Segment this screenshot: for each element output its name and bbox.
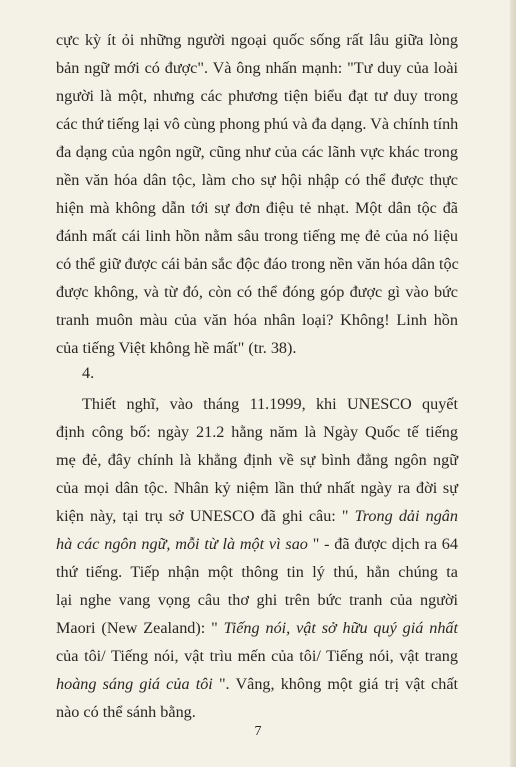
text-line: mẹ đẻ, đây chính là khẳng định về sự bình đẳng ngôn ngữ	[56, 451, 458, 469]
italic-quote: Tiếng nói, vật sở hữu quý giá nhất	[223, 619, 459, 637]
text-line: bản ngữ mới có được". Và ông nhấn mạnh: "Tư duy của loài	[56, 59, 458, 77]
italic-quote: Trong dải ngân	[354, 507, 458, 525]
text-line	[56, 506, 458, 526]
text-line	[56, 534, 458, 554]
text-line: các thứ tiếng lại vô cùng phong phú và đa dạng. Và chính tính	[56, 115, 459, 133]
text-line: hiện mà không dẫn tới sự đơn điệu tẻ nhạt. Một dân tộc đã	[56, 199, 458, 217]
text-line: đánh mất cái linh hồn nằm sâu trong tiếng mẹ đẻ của nó liệu	[56, 227, 458, 245]
text-run: Maori (New Zealand): "	[56, 619, 218, 637]
text-line: Thiết nghĩ, vào tháng 11.1999, khi UNESCO quyết	[82, 395, 458, 413]
text-line: được không, và từ đó, còn có thể đóng góp được gì vào bức	[56, 283, 458, 301]
text-line: của tiếng Việt không hề mất" (tr. 38).	[56, 339, 297, 357]
text-line: cực kỳ ít ỏi những người ngoại quốc sống rất lâu giữa lòng	[56, 31, 458, 49]
text-line: nào có thể sánh bằng.	[56, 703, 196, 721]
text-line: tranh muôn màu của văn hóa nhân loại? Không! Linh hồn	[56, 311, 458, 329]
italic-quote: hoàng sáng giá của tôi	[56, 675, 213, 693]
text-line: thứ tiếng. Tiếp nhận một thông tin lý thú, hẳn chúng ta	[56, 563, 458, 581]
text-line: có thể giữ được cái bản sắc độc đáo trong nền văn hóa dân tộc	[56, 255, 459, 273]
text-line: nền văn hóa dân tộc, làm cho sự hội nhập có thể được thực	[56, 171, 458, 189]
text-line	[56, 674, 458, 694]
italic-quote: hà các ngôn ngữ, mỗi từ là một vì sao	[56, 535, 308, 553]
text-line: người là một, nhưng các phương tiện biểu đạt tư duy trong	[56, 87, 458, 105]
text-run: ". Vâng, không một giá trị vật chất	[218, 675, 459, 693]
page-edge-right	[510, 0, 516, 767]
text-line: lại nghe vang vọng câu thơ ghi trên bức tranh của người	[56, 591, 458, 609]
section-number: 4.	[82, 364, 95, 382]
text-run: " - đã được dịch ra 64	[312, 535, 458, 553]
text-line: của mọi dân tộc. Nhân kỷ niệm lần thứ nhất ngày ra đời sự	[56, 479, 458, 497]
page-number: 7	[254, 724, 262, 739]
text-line: của tôi/ Tiếng nói, vật trìu mến của tôi/ Tiếng nói, vật trang	[56, 647, 458, 665]
text-run: kiện này, tại trụ sở UNESCO đã ghi câu: "	[56, 507, 349, 525]
text-line: định công bố: ngày 21.2 hằng năm là Ngày Quốc tế tiếng	[56, 423, 458, 441]
text-line: đa dạng của ngôn ngữ, cũng như của các lãnh vực khác trong	[56, 143, 458, 161]
text-line	[56, 618, 458, 638]
